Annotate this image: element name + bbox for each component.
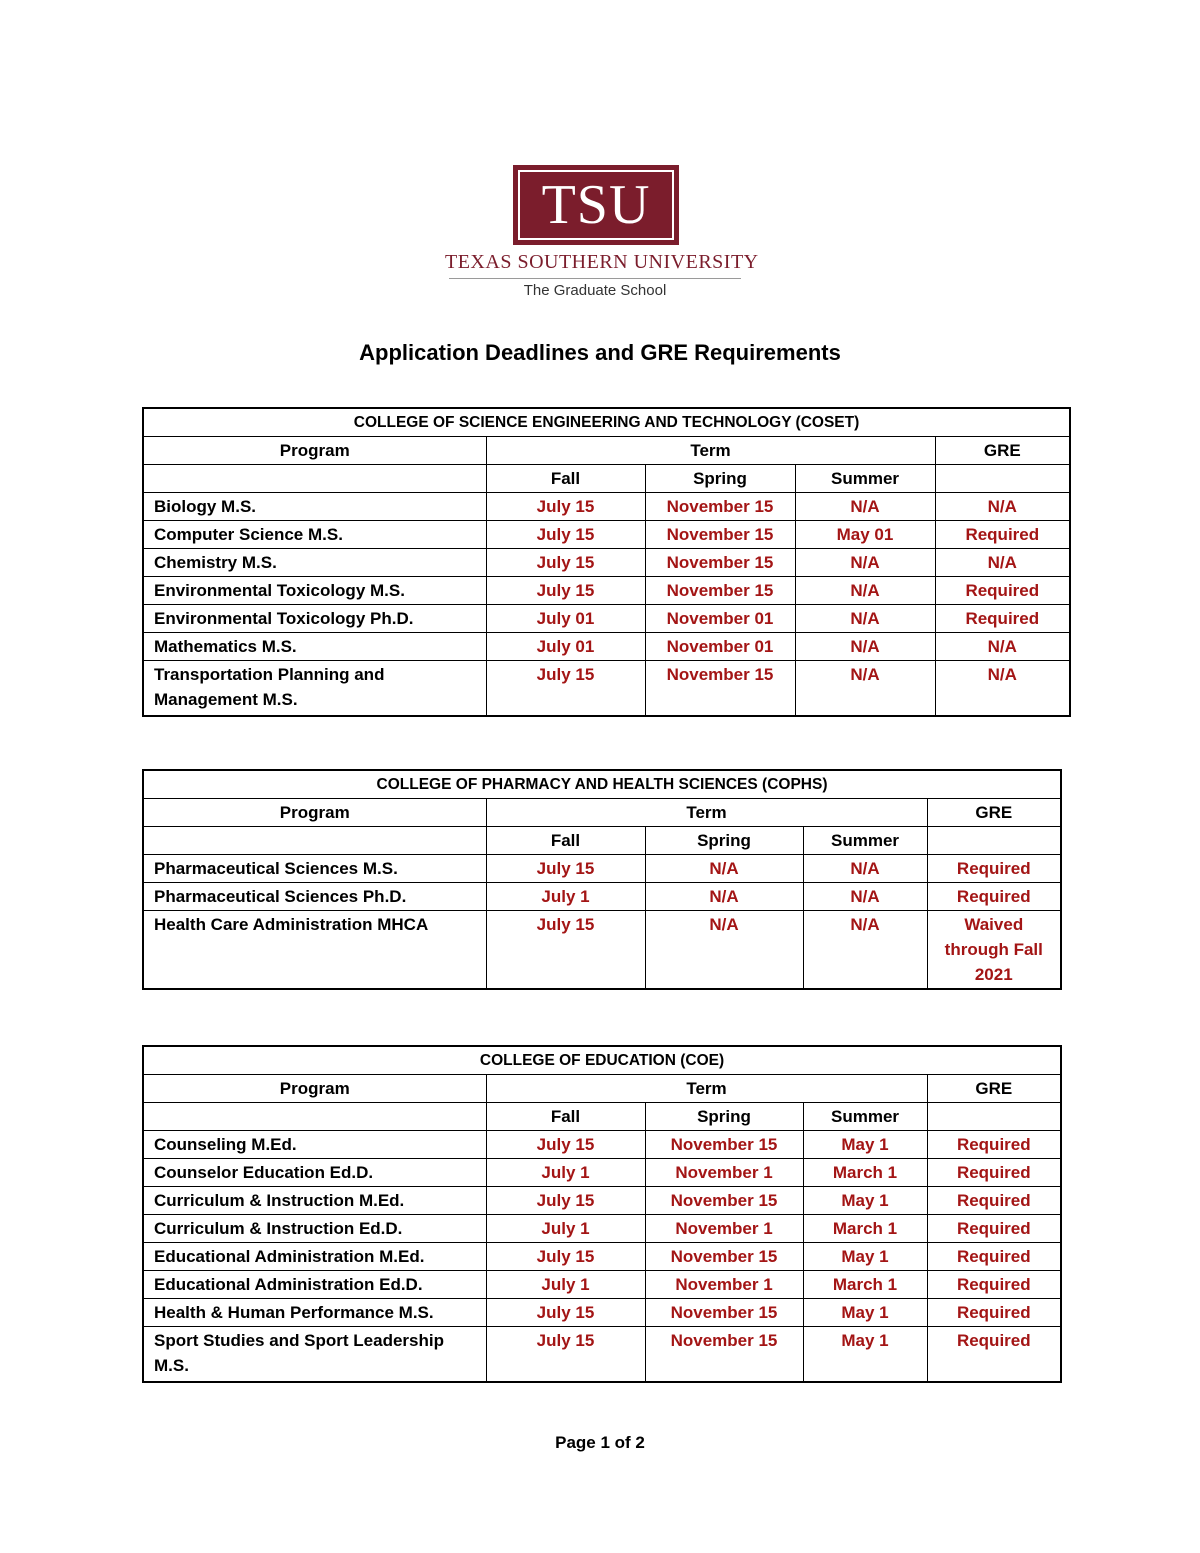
summer-header: Summer — [803, 1103, 927, 1131]
fall-deadline: July 15 — [486, 1327, 645, 1383]
summer-deadline: N/A — [795, 661, 935, 717]
fall-deadline: July 15 — [486, 1131, 645, 1159]
table-row — [143, 577, 1070, 605]
gre-requirement: N/A — [935, 633, 1070, 661]
table-row — [143, 1159, 1061, 1187]
table-row — [143, 883, 1061, 911]
fall-deadline: July 1 — [486, 1271, 645, 1299]
gre-requirement: Required — [935, 605, 1070, 633]
table-row — [143, 1243, 1061, 1271]
table-row — [143, 661, 1070, 717]
coe-table — [142, 1045, 1062, 1383]
gre-requirement: Required — [927, 1187, 1061, 1215]
gre-requirement: Required — [927, 1271, 1061, 1299]
summer-deadline: N/A — [803, 911, 927, 990]
table-row — [143, 493, 1070, 521]
gre-header: GRE — [935, 437, 1070, 465]
program-name: Educational Administration Ed.D. — [143, 1271, 486, 1299]
table-row — [143, 633, 1070, 661]
table-row — [143, 521, 1070, 549]
fall-deadline: July 01 — [486, 633, 645, 661]
spring-deadline: November 01 — [645, 633, 795, 661]
program-name: Computer Science M.S. — [143, 521, 486, 549]
tsu-logo — [445, 163, 759, 303]
empty-cell — [143, 465, 486, 493]
spring-deadline: November 1 — [645, 1215, 803, 1243]
program-name: Environmental Toxicology M.S. — [143, 577, 486, 605]
gre-requirement: N/A — [935, 549, 1070, 577]
gre-requirement: Required — [927, 1215, 1061, 1243]
university-name: TEXAS SOUTHERN UNIVERSITY — [445, 251, 759, 273]
fall-header: Fall — [486, 465, 645, 493]
fall-deadline: July 15 — [486, 493, 645, 521]
empty-cell — [927, 827, 1061, 855]
spring-deadline: November 15 — [645, 549, 795, 577]
logo-mark-text: TSU — [541, 174, 651, 236]
summer-deadline: N/A — [795, 493, 935, 521]
summer-deadline: March 1 — [803, 1159, 927, 1187]
summer-deadline: March 1 — [803, 1271, 927, 1299]
fall-deadline: July 15 — [486, 549, 645, 577]
program-name: Counseling M.Ed. — [143, 1131, 486, 1159]
empty-cell — [935, 465, 1070, 493]
gre-requirement: Required — [927, 883, 1061, 911]
program-name: Transportation Planning and Management M.S. — [143, 661, 486, 717]
school-name: The Graduate School — [523, 282, 667, 299]
fall-deadline: July 15 — [486, 911, 645, 990]
summer-header: Summer — [803, 827, 927, 855]
table-row — [143, 1187, 1061, 1215]
spring-deadline: November 15 — [645, 1187, 803, 1215]
gre-requirement: Required — [927, 1131, 1061, 1159]
fall-deadline: July 15 — [486, 855, 645, 883]
program-name: Pharmaceutical Sciences Ph.D. — [143, 883, 486, 911]
spring-header: Spring — [645, 1103, 803, 1131]
summer-deadline: N/A — [795, 605, 935, 633]
program-name: Curriculum & Instruction Ed.D. — [143, 1215, 486, 1243]
table-row — [143, 1327, 1061, 1383]
fall-deadline: July 15 — [486, 661, 645, 717]
summer-deadline: May 1 — [803, 1187, 927, 1215]
empty-cell — [143, 827, 486, 855]
program-header: Program — [143, 799, 486, 827]
gre-requirement: Required — [927, 1159, 1061, 1187]
spring-deadline: November 1 — [645, 1159, 803, 1187]
gre-requirement: Required — [927, 1299, 1061, 1327]
spring-deadline: N/A — [645, 911, 803, 990]
fall-deadline: July 01 — [486, 605, 645, 633]
program-name: Biology M.S. — [143, 493, 486, 521]
table-row — [143, 911, 1061, 990]
fall-deadline: July 1 — [486, 1215, 645, 1243]
fall-deadline: July 15 — [486, 521, 645, 549]
fall-header: Fall — [486, 1103, 645, 1131]
summer-deadline: May 1 — [803, 1327, 927, 1383]
college-heading: COLLEGE OF SCIENCE ENGINEERING AND TECHNOLOGY (COSET) — [143, 408, 1070, 437]
program-name: Chemistry M.S. — [143, 549, 486, 577]
spring-deadline: November 1 — [645, 1271, 803, 1299]
program-name: Health Care Administration MHCA — [143, 911, 486, 990]
spring-header: Spring — [645, 465, 795, 493]
summer-deadline: May 1 — [803, 1131, 927, 1159]
program-name: Educational Administration M.Ed. — [143, 1243, 486, 1271]
program-name: Mathematics M.S. — [143, 633, 486, 661]
spring-deadline: November 15 — [645, 521, 795, 549]
program-name: Counselor Education Ed.D. — [143, 1159, 486, 1187]
spring-header: Spring — [645, 827, 803, 855]
logo-divider — [449, 278, 741, 279]
gre-requirement: Required — [935, 521, 1070, 549]
spring-deadline: November 15 — [645, 577, 795, 605]
table-row — [143, 1215, 1061, 1243]
summer-deadline: May 1 — [803, 1243, 927, 1271]
page-title: Application Deadlines and GRE Requirements — [359, 340, 841, 365]
gre-requirement: Waived through Fall 2021 — [927, 911, 1061, 990]
term-header: Term — [486, 437, 935, 465]
gre-requirement: Required — [927, 1243, 1061, 1271]
summer-deadline: March 1 — [803, 1215, 927, 1243]
spring-deadline: N/A — [645, 883, 803, 911]
summer-deadline: May 1 — [803, 1299, 927, 1327]
table-row — [143, 855, 1061, 883]
fall-deadline: July 15 — [486, 1187, 645, 1215]
program-header: Program — [143, 437, 486, 465]
table-row — [143, 605, 1070, 633]
spring-deadline: November 01 — [645, 605, 795, 633]
coset-table — [142, 407, 1071, 717]
tsu-logo-mark — [513, 165, 679, 245]
table-row — [143, 549, 1070, 577]
spring-deadline: November 15 — [645, 1243, 803, 1271]
program-name: Curriculum & Instruction M.Ed. — [143, 1187, 486, 1215]
page-number: Page 1 of 2 — [555, 1433, 645, 1452]
table-row — [143, 1299, 1061, 1327]
fall-deadline: July 15 — [486, 1243, 645, 1271]
gre-header: GRE — [927, 799, 1061, 827]
gre-requirement: Required — [927, 855, 1061, 883]
table-row — [143, 1271, 1061, 1299]
fall-deadline: July 15 — [486, 577, 645, 605]
summer-deadline: N/A — [803, 855, 927, 883]
term-header: Term — [486, 799, 927, 827]
summer-deadline: N/A — [795, 633, 935, 661]
summer-header: Summer — [795, 465, 935, 493]
gre-requirement: N/A — [935, 493, 1070, 521]
table-row — [143, 1131, 1061, 1159]
college-heading: COLLEGE OF PHARMACY AND HEALTH SCIENCES (COPHS) — [143, 770, 1061, 799]
gre-header: GRE — [927, 1075, 1061, 1103]
spring-deadline: November 15 — [645, 493, 795, 521]
empty-cell — [927, 1103, 1061, 1131]
program-header: Program — [143, 1075, 486, 1103]
spring-deadline: November 15 — [645, 1327, 803, 1383]
program-name: Sport Studies and Sport Leadership M.S. — [143, 1327, 486, 1383]
spring-deadline: November 15 — [645, 1299, 803, 1327]
gre-requirement: Required — [935, 577, 1070, 605]
summer-deadline: N/A — [795, 577, 935, 605]
program-name: Pharmaceutical Sciences M.S. — [143, 855, 486, 883]
gre-requirement: N/A — [935, 661, 1070, 717]
empty-cell — [143, 1103, 486, 1131]
gre-requirement: Required — [927, 1327, 1061, 1383]
fall-deadline: July 1 — [486, 883, 645, 911]
college-heading: COLLEGE OF EDUCATION (COE) — [143, 1046, 1061, 1075]
fall-deadline: July 15 — [486, 1299, 645, 1327]
term-header: Term — [486, 1075, 927, 1103]
summer-deadline: N/A — [803, 883, 927, 911]
program-name: Environmental Toxicology Ph.D. — [143, 605, 486, 633]
summer-deadline: May 01 — [795, 521, 935, 549]
spring-deadline: November 15 — [645, 1131, 803, 1159]
fall-deadline: July 1 — [486, 1159, 645, 1187]
cophs-table — [142, 769, 1062, 990]
program-name: Health & Human Performance M.S. — [143, 1299, 486, 1327]
spring-deadline: N/A — [645, 855, 803, 883]
spring-deadline: November 15 — [645, 661, 795, 717]
fall-header: Fall — [486, 827, 645, 855]
summer-deadline: N/A — [795, 549, 935, 577]
